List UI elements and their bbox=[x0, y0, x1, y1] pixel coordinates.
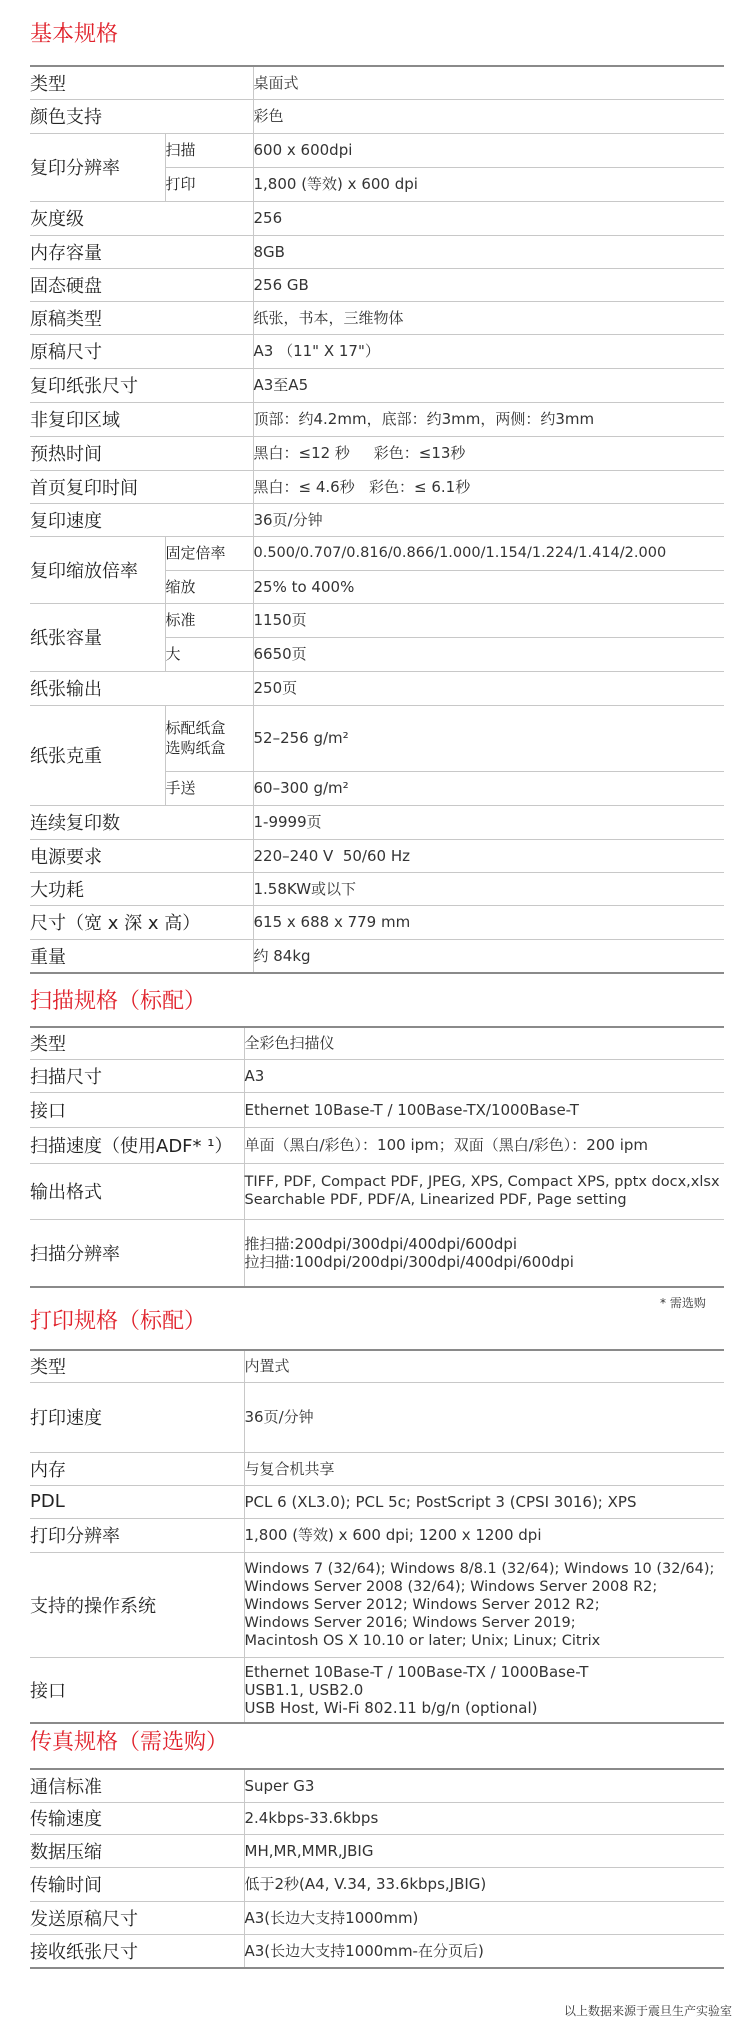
table-row bbox=[30, 905, 724, 939]
source-footnote: 以上数据来源于震旦生产实验室 bbox=[563, 2004, 732, 2018]
table-row bbox=[30, 1127, 724, 1163]
row-label: 尺寸（宽 x 深 x 高） bbox=[30, 905, 253, 939]
row-label: 复印分辨率 bbox=[30, 133, 165, 201]
scan-spec-title: 扫描规格（标配） bbox=[30, 989, 207, 1014]
row-value: 1-9999页 bbox=[253, 805, 724, 839]
row-value: 8GB bbox=[253, 235, 724, 268]
row-label: 内存 bbox=[30, 1452, 244, 1485]
row-label: 接收纸张尺寸 bbox=[30, 1934, 244, 1968]
row-label: 预热时间 bbox=[30, 436, 253, 470]
row-value: 与复合机共享 bbox=[244, 1452, 724, 1485]
row-label: PDL bbox=[30, 1485, 244, 1518]
row-label: 纸张容量 bbox=[30, 603, 165, 671]
optional-note: * 需选购 bbox=[660, 1296, 706, 1310]
table-row bbox=[30, 99, 724, 133]
row-value: 约 84kg bbox=[253, 939, 724, 973]
table-row bbox=[30, 301, 724, 334]
row-sublabel: 标准 bbox=[165, 603, 253, 637]
row-value: 推扫描:200dpi/300dpi/400dpi/600dpi 拉扫描:100dpi/200dpi/300dpi/400dpi/600dpi bbox=[244, 1219, 724, 1287]
table-row bbox=[30, 402, 724, 436]
row-value: MH,MR,MMR,JBIG bbox=[244, 1834, 724, 1867]
table-row bbox=[30, 133, 724, 167]
row-label: 复印缩放倍率 bbox=[30, 536, 165, 603]
row-label: 非复印区域 bbox=[30, 402, 253, 436]
fax-spec-title: 传真规格（需选购） bbox=[30, 1730, 229, 1755]
row-value: A3(长边大支持1000mm-在分页后) bbox=[244, 1934, 724, 1968]
row-value: Windows 7 (32/64); Windows 8/8.1 (32/64); Windows 10 (32/64); Windows Server 2008 (32/64); Windows Server 2008 R2; Windows Server 2012; Windows Server 2012 R2; Windows Server 2016; Windows Server 2019; Macintosh OS X 10.10 or later; Unix; Linux; Citrix bbox=[244, 1552, 724, 1657]
row-label: 内存容量 bbox=[30, 235, 253, 268]
table-row bbox=[30, 368, 724, 402]
row-value: 256 bbox=[253, 201, 724, 235]
row-label: 输出格式 bbox=[30, 1163, 244, 1219]
row-value: TIFF, PDF, Compact PDF, JPEG, XPS, Compact XPS, pptx docx,xlsx Searchable PDF, PDF/A, Linearized PDF, Page setting bbox=[244, 1163, 724, 1219]
table-row bbox=[30, 1163, 724, 1219]
row-value: A3 （11" X 17"） bbox=[253, 334, 724, 368]
row-value: 彩色 bbox=[253, 99, 724, 133]
row-label: 大功耗 bbox=[30, 872, 253, 905]
table-row bbox=[30, 671, 724, 705]
table-row bbox=[30, 1834, 724, 1867]
table-row bbox=[30, 334, 724, 368]
row-label: 重量 bbox=[30, 939, 253, 973]
row-value: 600 x 600dpi bbox=[253, 133, 724, 167]
row-value: 黑白：≤ 4.6秒 彩色：≤ 6.1秒 bbox=[253, 470, 724, 503]
table-row bbox=[30, 470, 724, 503]
row-label: 数据压缩 bbox=[30, 1834, 244, 1867]
scan-spec-table bbox=[30, 1026, 724, 1288]
table-row bbox=[30, 436, 724, 470]
table-row bbox=[30, 1350, 724, 1382]
row-label: 打印分辨率 bbox=[30, 1518, 244, 1552]
table-row bbox=[30, 839, 724, 872]
row-value: 36页/分钟 bbox=[244, 1382, 724, 1452]
row-sublabel: 大 bbox=[165, 637, 253, 671]
row-label: 灰度级 bbox=[30, 201, 253, 235]
table-row bbox=[30, 1219, 724, 1287]
row-sublabel: 扫描 bbox=[165, 133, 253, 167]
table-row bbox=[30, 536, 724, 570]
table-row bbox=[30, 1518, 724, 1552]
row-sublabel: 标配纸盒 选购纸盒 bbox=[165, 705, 253, 771]
table-row bbox=[30, 1059, 724, 1092]
row-value: 6650页 bbox=[253, 637, 724, 671]
table-row bbox=[30, 66, 724, 99]
row-value: 桌面式 bbox=[253, 66, 724, 99]
row-value: Ethernet 10Base-T / 100Base-TX/1000Base-T bbox=[244, 1092, 724, 1127]
row-value: 615 x 688 x 779 mm bbox=[253, 905, 724, 939]
row-label: 扫描分辨率 bbox=[30, 1219, 244, 1287]
row-label: 原稿类型 bbox=[30, 301, 253, 334]
row-label: 颜色支持 bbox=[30, 99, 253, 133]
row-value: 单面（黑白/彩色）：100 ipm；双面（黑白/彩色）：200 ipm bbox=[244, 1127, 724, 1163]
row-label: 打印速度 bbox=[30, 1382, 244, 1452]
row-value: 250页 bbox=[253, 671, 724, 705]
table-row bbox=[30, 201, 724, 235]
row-value: 1,800 (等效) x 600 dpi bbox=[253, 167, 724, 201]
row-value: 2.4kbps-33.6kbps bbox=[244, 1802, 724, 1834]
row-value: 全彩色扫描仪 bbox=[244, 1027, 724, 1059]
table-row bbox=[30, 1485, 724, 1518]
row-label: 扫描速度（使用ADF* ¹） bbox=[30, 1127, 244, 1163]
table-row bbox=[30, 1452, 724, 1485]
row-label: 扫描尺寸 bbox=[30, 1059, 244, 1092]
row-label: 连续复印数 bbox=[30, 805, 253, 839]
row-value: 220–240 V 50/60 Hz bbox=[253, 839, 724, 872]
table-row bbox=[30, 1552, 724, 1657]
table-row bbox=[30, 603, 724, 637]
row-value: 黑白：≤12 秒 彩色：≤13秒 bbox=[253, 436, 724, 470]
row-value: A3(长边大支持1000mm) bbox=[244, 1901, 724, 1934]
row-label: 支持的操作系统 bbox=[30, 1552, 244, 1657]
row-label: 接口 bbox=[30, 1657, 244, 1723]
row-value: 52–256 g/m² bbox=[253, 705, 724, 771]
row-label: 接口 bbox=[30, 1092, 244, 1127]
row-value: A3 bbox=[244, 1059, 724, 1092]
row-value: 1150页 bbox=[253, 603, 724, 637]
row-label: 首页复印时间 bbox=[30, 470, 253, 503]
row-value: 1.58KW或以下 bbox=[253, 872, 724, 905]
row-label: 电源要求 bbox=[30, 839, 253, 872]
row-label: 传输速度 bbox=[30, 1802, 244, 1834]
row-label: 传输时间 bbox=[30, 1867, 244, 1901]
table-row bbox=[30, 1657, 724, 1723]
table-row bbox=[30, 1867, 724, 1901]
table-row bbox=[30, 939, 724, 973]
row-sublabel: 手送 bbox=[165, 771, 253, 805]
row-label: 纸张克重 bbox=[30, 705, 165, 805]
row-value: 纸张，书本，三维物体 bbox=[253, 301, 724, 334]
row-value: 256 GB bbox=[253, 268, 724, 301]
row-sublabel: 固定倍率 bbox=[165, 536, 253, 570]
row-value: Ethernet 10Base-T / 100Base-TX / 1000Base-T USB1.1, USB2.0 USB Host, Wi-Fi 802.11 b/g/n (optional) bbox=[244, 1657, 724, 1723]
table-row bbox=[30, 1027, 724, 1059]
basic-spec-title: 基本规格 bbox=[30, 22, 119, 47]
row-value: 60–300 g/m² bbox=[253, 771, 724, 805]
table-row bbox=[30, 872, 724, 905]
table-row bbox=[30, 235, 724, 268]
row-label: 发送原稿尺寸 bbox=[30, 1901, 244, 1934]
row-label: 通信标准 bbox=[30, 1769, 244, 1802]
table-row bbox=[30, 1769, 724, 1802]
table-row bbox=[30, 1934, 724, 1968]
row-value: PCL 6 (XL3.0); PCL 5c; PostScript 3 (CPSI 3016); XPS bbox=[244, 1485, 724, 1518]
row-value: 内置式 bbox=[244, 1350, 724, 1382]
table-row bbox=[30, 268, 724, 301]
row-value: 低于2秒(A4, V.34, 33.6kbps,JBIG) bbox=[244, 1867, 724, 1901]
row-label: 纸张输出 bbox=[30, 671, 253, 705]
print-spec-title: 打印规格（标配） bbox=[30, 1309, 207, 1334]
row-label: 复印速度 bbox=[30, 503, 253, 536]
row-value: 1,800 (等效) x 600 dpi; 1200 x 1200 dpi bbox=[244, 1518, 724, 1552]
row-value: A3至A5 bbox=[253, 368, 724, 402]
table-row bbox=[30, 503, 724, 536]
fax-spec-table bbox=[30, 1768, 724, 1969]
row-value: 36页/分钟 bbox=[253, 503, 724, 536]
table-row bbox=[30, 1092, 724, 1127]
row-label: 复印纸张尺寸 bbox=[30, 368, 253, 402]
row-value: 顶部：约4.2mm，底部：约3mm，两侧：约3mm bbox=[253, 402, 724, 436]
row-label: 类型 bbox=[30, 66, 253, 99]
table-row bbox=[30, 805, 724, 839]
row-sublabel: 打印 bbox=[165, 167, 253, 201]
table-row bbox=[30, 705, 724, 771]
row-value: 0.500/0.707/0.816/0.866/1.000/1.154/1.224/1.414/2.000 bbox=[253, 536, 724, 570]
table-row bbox=[30, 1802, 724, 1834]
row-sublabel: 缩放 bbox=[165, 570, 253, 603]
table-row bbox=[30, 1382, 724, 1452]
print-spec-table bbox=[30, 1349, 724, 1724]
row-label: 类型 bbox=[30, 1350, 244, 1382]
row-label: 原稿尺寸 bbox=[30, 334, 253, 368]
table-row bbox=[30, 1901, 724, 1934]
row-value: 25% to 400% bbox=[253, 570, 724, 603]
row-value: Super G3 bbox=[244, 1769, 724, 1802]
row-label: 固态硬盘 bbox=[30, 268, 253, 301]
row-label: 类型 bbox=[30, 1027, 244, 1059]
basic-spec-table bbox=[30, 65, 724, 974]
